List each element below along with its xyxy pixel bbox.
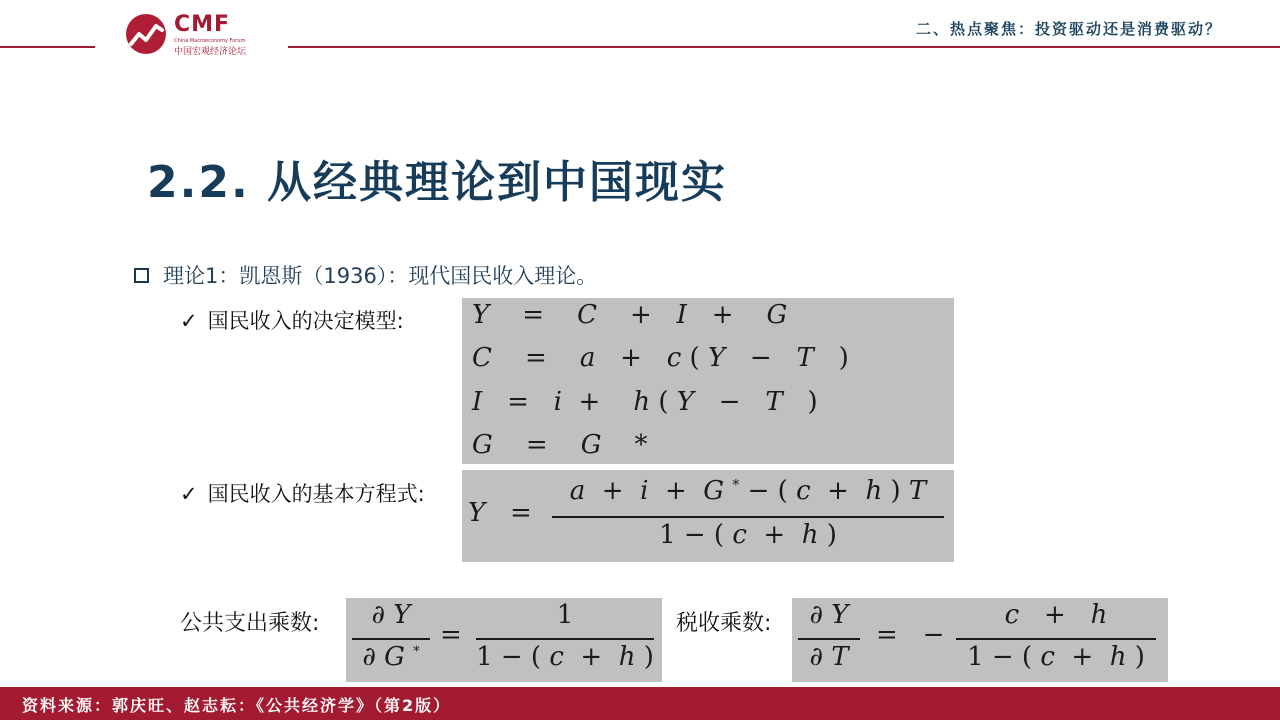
model-equations xyxy=(462,298,954,464)
header-line-right xyxy=(288,46,1280,48)
basic-eq-lhs: Y = xyxy=(468,498,532,528)
header-line-left xyxy=(0,46,95,48)
tax-mult-rhs-den: 1 − ( c + h ) xyxy=(967,642,1145,672)
public-mult-rhs-num: 1 xyxy=(556,600,574,630)
basic-eq-numerator: a + i + G * − ( c + h ) T xyxy=(569,476,927,506)
basic-equation xyxy=(462,470,954,562)
public-mult-lhs-num: ∂ Y xyxy=(371,600,411,630)
cmf-logo xyxy=(126,12,296,56)
equation-y: Y = C + I + G xyxy=(472,300,788,330)
theory-bullet-text: 理论1：凯恩斯（1936）：现代国民收入理论。 xyxy=(163,264,598,288)
basic-eq-fraction-bar xyxy=(552,516,944,518)
basic-eq-label xyxy=(180,478,425,508)
logo-text: CMF xyxy=(174,12,231,37)
tax-mult-rhs-num: c + h xyxy=(1004,600,1108,630)
public-mult-equals: = xyxy=(440,620,462,650)
theory-bullet xyxy=(134,260,597,290)
slide-title: 2.2. 从经典理论到中国现实 xyxy=(147,157,727,208)
basic-eq-denominator: 1 − ( c + h ) xyxy=(659,520,837,550)
public-multiplier-formula xyxy=(346,598,662,682)
model-label-text: 国民收入的决定模型: xyxy=(207,309,404,333)
public-mult-rhs-den: 1 − ( c + h ) xyxy=(476,642,654,672)
header-topic: 二、热点聚焦：投资驱动还是消费驱动？ xyxy=(915,20,1222,38)
tax-mult-lhs-num: ∂ Y xyxy=(809,600,849,630)
model-label xyxy=(180,305,404,335)
check-icon: ✓ xyxy=(180,482,198,506)
footer-bar xyxy=(0,687,1280,720)
logo-subtitle-en: China Macroeconomy Forum xyxy=(174,38,246,44)
public-mult-lhs-den: ∂ G * xyxy=(362,642,420,672)
logo-chart-icon xyxy=(126,14,166,54)
basic-eq-label-text: 国民收入的基本方程式: xyxy=(207,482,425,506)
tax-mult-lhs-den: ∂ T xyxy=(809,642,849,672)
square-bullet-icon xyxy=(134,268,149,283)
public-mult-rhs-bar xyxy=(476,638,654,640)
equation-i: I = i + h ( Y − T ) xyxy=(472,387,818,417)
tax-mult-equals: = − xyxy=(876,620,945,650)
public-mult-lhs-bar xyxy=(352,638,430,640)
tax-multiplier-formula xyxy=(792,598,1168,682)
tax-mult-rhs-bar xyxy=(956,638,1156,640)
equation-c: C = a + c ( Y − T ) xyxy=(472,343,849,373)
check-icon: ✓ xyxy=(180,309,198,333)
public-multiplier-label: 公共支出乘数: xyxy=(180,611,320,636)
equation-g: G = G * xyxy=(472,430,648,460)
tax-mult-lhs-bar xyxy=(798,638,860,640)
tax-multiplier-label: 税收乘数: xyxy=(676,611,772,636)
logo-subtitle-cn: 中国宏观经济论坛 xyxy=(174,47,247,57)
footer-source: 资料来源：郭庆旺、赵志耘：《公共经济学》（第2版） xyxy=(22,696,452,715)
